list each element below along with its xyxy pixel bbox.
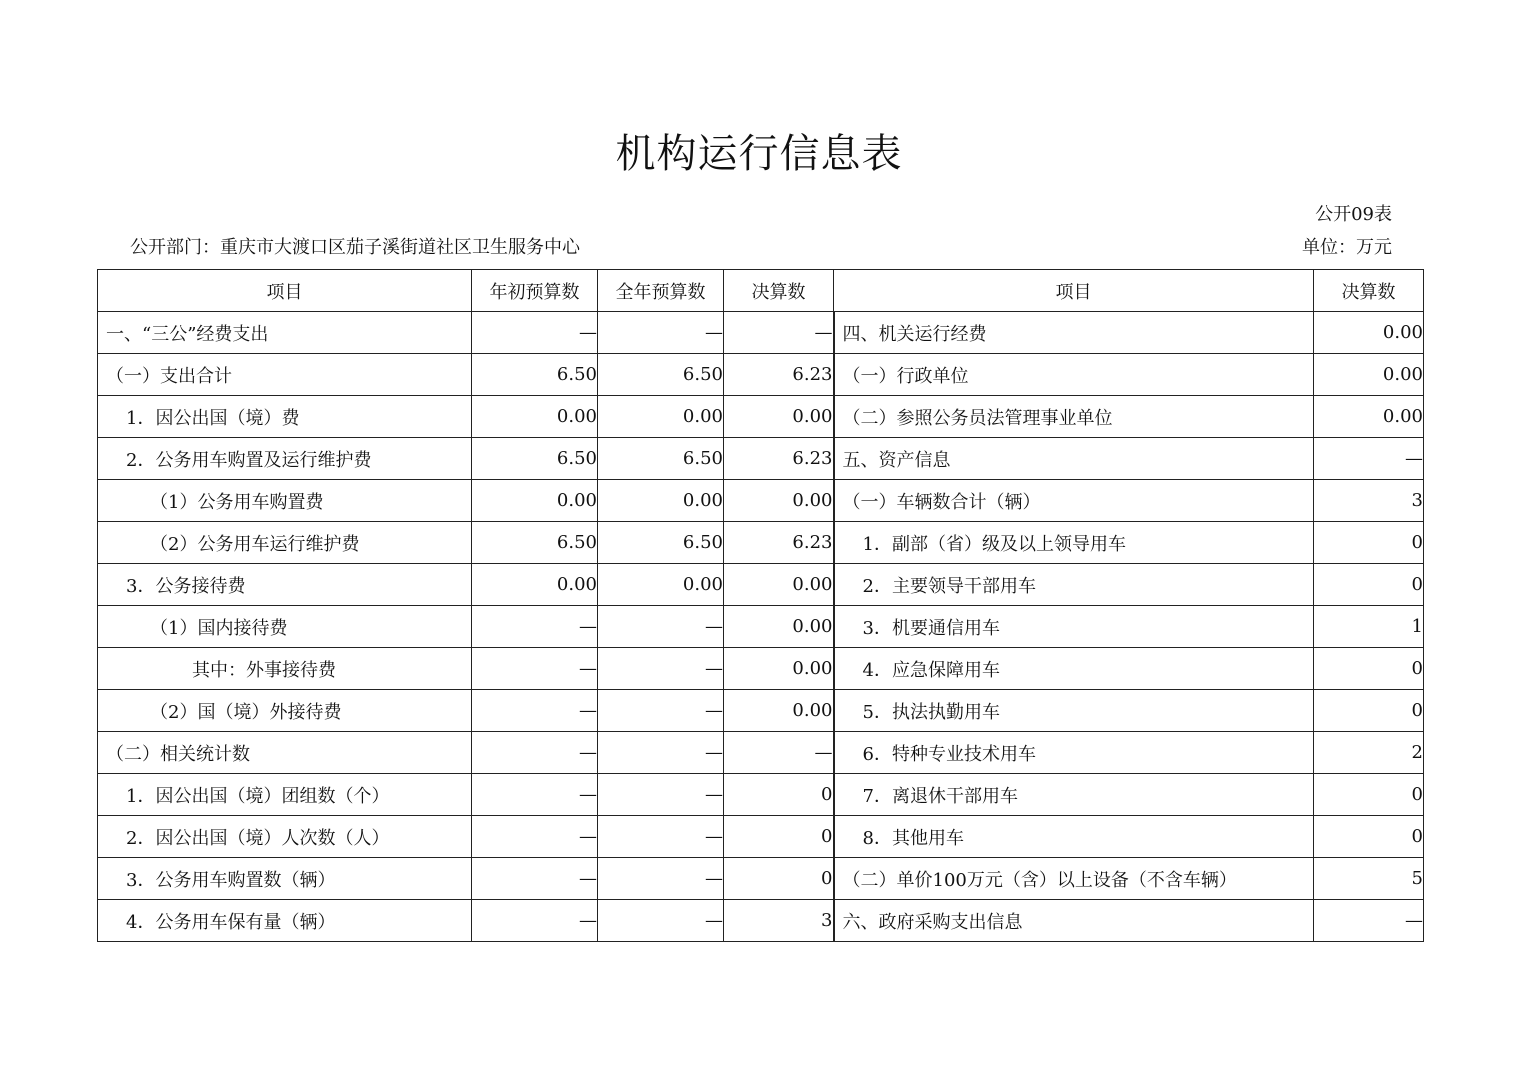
department-label: 公开部门：重庆市大渡口区茄子溪街道社区卫生服务中心 (130, 237, 580, 258)
table-row (98, 438, 1424, 480)
left-item-cell: （2）国（境）外接待费 (98, 690, 472, 732)
table-row (98, 816, 1424, 858)
table-row (98, 606, 1424, 648)
initial-budget-cell: — (472, 690, 598, 732)
final-left-cell: 0.00 (724, 606, 834, 648)
right-item-cell: （二）单价100万元（含）以上设备（不含车辆） (834, 858, 1314, 900)
annual-budget-cell: — (598, 606, 724, 648)
initial-budget-cell: — (472, 732, 598, 774)
final-left-cell: 0.00 (724, 564, 834, 606)
table-row (98, 396, 1424, 438)
header-final-left: 决算数 (724, 270, 834, 312)
final-right-cell: 2 (1314, 732, 1424, 774)
right-item-cell: 2．主要领导干部用车 (834, 564, 1314, 606)
final-right-cell: 0 (1314, 816, 1424, 858)
page-title: 机构运行信息表 (615, 131, 903, 177)
final-right-cell: 0 (1314, 522, 1424, 564)
right-item-cell: 5．执法执勤用车 (834, 690, 1314, 732)
annual-budget-cell: — (598, 732, 724, 774)
table-row (98, 354, 1424, 396)
final-left-cell: 0 (724, 774, 834, 816)
annual-budget-cell: 6.50 (598, 522, 724, 564)
table-row (98, 858, 1424, 900)
final-left-cell: — (724, 732, 834, 774)
initial-budget-cell: 0.00 (472, 564, 598, 606)
left-item-cell: （2）公务用车运行维护费 (98, 522, 472, 564)
table-row (98, 522, 1424, 564)
header-left-item: 项目 (98, 270, 472, 312)
initial-budget-cell: — (472, 648, 598, 690)
right-item-cell: 六、政府采购支出信息 (834, 900, 1314, 942)
table-row (98, 480, 1424, 522)
final-right-cell: 5 (1314, 858, 1424, 900)
initial-budget-cell: — (472, 606, 598, 648)
right-item-cell: 五、资产信息 (834, 438, 1314, 480)
initial-budget-cell: 6.50 (472, 438, 598, 480)
right-item-cell: （一）行政单位 (834, 354, 1314, 396)
initial-budget-cell: — (472, 900, 598, 942)
final-left-cell: 0.00 (724, 396, 834, 438)
initial-budget-cell: — (472, 858, 598, 900)
final-left-cell: 0.00 (724, 648, 834, 690)
final-right-cell: — (1314, 438, 1424, 480)
final-right-cell: — (1314, 900, 1424, 942)
initial-budget-cell: 0.00 (472, 396, 598, 438)
initial-budget-cell: — (472, 312, 598, 354)
annual-budget-cell: 0.00 (598, 564, 724, 606)
header-annual-budget: 全年预算数 (598, 270, 724, 312)
annual-budget-cell: — (598, 690, 724, 732)
final-left-cell: 6.23 (724, 354, 834, 396)
right-item-cell: 1．副部（省）级及以上领导用车 (834, 522, 1314, 564)
table-row (98, 900, 1424, 942)
annual-budget-cell: 6.50 (598, 438, 724, 480)
initial-budget-cell: 0.00 (472, 480, 598, 522)
info-table (97, 269, 1424, 942)
final-right-cell: 0 (1314, 774, 1424, 816)
final-right-cell: 0 (1314, 648, 1424, 690)
final-left-cell: — (724, 312, 834, 354)
header-right-item: 项目 (834, 270, 1314, 312)
final-left-cell: 6.23 (724, 522, 834, 564)
right-item-cell: （一）车辆数合计（辆） (834, 480, 1314, 522)
right-item-cell: 3．机要通信用车 (834, 606, 1314, 648)
left-item-cell: 4．公务用车保有量（辆） (98, 900, 472, 942)
header-initial-budget: 年初预算数 (472, 270, 598, 312)
header-row (98, 270, 1424, 312)
unit-label: 单位：万元 (1302, 237, 1392, 258)
right-item-cell: 四、机关运行经费 (834, 312, 1314, 354)
header-final-right: 决算数 (1314, 270, 1424, 312)
final-left-cell: 0 (724, 816, 834, 858)
table-row (98, 732, 1424, 774)
annual-budget-cell: — (598, 312, 724, 354)
final-right-cell: 0.00 (1314, 312, 1424, 354)
left-item-cell: 2．因公出国（境）人次数（人） (98, 816, 472, 858)
table-body (98, 312, 1424, 942)
table-row (98, 648, 1424, 690)
left-item-cell: 其中：外事接待费 (98, 648, 472, 690)
final-right-cell: 1 (1314, 606, 1424, 648)
table-row (98, 690, 1424, 732)
final-left-cell: 0.00 (724, 480, 834, 522)
right-item-cell: 8．其他用车 (834, 816, 1314, 858)
right-item-cell: 4．应急保障用车 (834, 648, 1314, 690)
left-item-cell: 3．公务接待费 (98, 564, 472, 606)
annual-budget-cell: 0.00 (598, 396, 724, 438)
annual-budget-cell: — (598, 900, 724, 942)
left-item-cell: （1）国内接待费 (98, 606, 472, 648)
final-right-cell: 0.00 (1314, 396, 1424, 438)
left-item-cell: （二）相关统计数 (98, 732, 472, 774)
final-left-cell: 6.23 (724, 438, 834, 480)
right-item-cell: （二）参照公务员法管理事业单位 (834, 396, 1314, 438)
right-item-cell: 7．离退休干部用车 (834, 774, 1314, 816)
right-item-cell: 6．特种专业技术用车 (834, 732, 1314, 774)
left-item-cell: 1．因公出国（境）团组数（个） (98, 774, 472, 816)
initial-budget-cell: 6.50 (472, 522, 598, 564)
annual-budget-cell: — (598, 774, 724, 816)
initial-budget-cell: — (472, 774, 598, 816)
final-right-cell: 3 (1314, 480, 1424, 522)
annual-budget-cell: 0.00 (598, 480, 724, 522)
annual-budget-cell: — (598, 648, 724, 690)
table-row (98, 564, 1424, 606)
form-number: 公开09表 (1315, 204, 1392, 225)
final-left-cell: 0 (724, 858, 834, 900)
left-item-cell: （1）公务用车购置费 (98, 480, 472, 522)
left-item-cell: 1．因公出国（境）费 (98, 396, 472, 438)
final-right-cell: 0 (1314, 690, 1424, 732)
left-item-cell: （一）支出合计 (98, 354, 472, 396)
final-right-cell: 0.00 (1314, 354, 1424, 396)
left-item-cell: 2．公务用车购置及运行维护费 (98, 438, 472, 480)
final-right-cell: 0 (1314, 564, 1424, 606)
final-left-cell: 3 (724, 900, 834, 942)
final-left-cell: 0.00 (724, 690, 834, 732)
initial-budget-cell: 6.50 (472, 354, 598, 396)
left-item-cell: 3．公务用车购置数（辆） (98, 858, 472, 900)
annual-budget-cell: 6.50 (598, 354, 724, 396)
left-item-cell: 一、“三公”经费支出 (98, 312, 472, 354)
annual-budget-cell: — (598, 816, 724, 858)
table-row (98, 774, 1424, 816)
initial-budget-cell: — (472, 816, 598, 858)
annual-budget-cell: — (598, 858, 724, 900)
table-row (98, 312, 1424, 354)
